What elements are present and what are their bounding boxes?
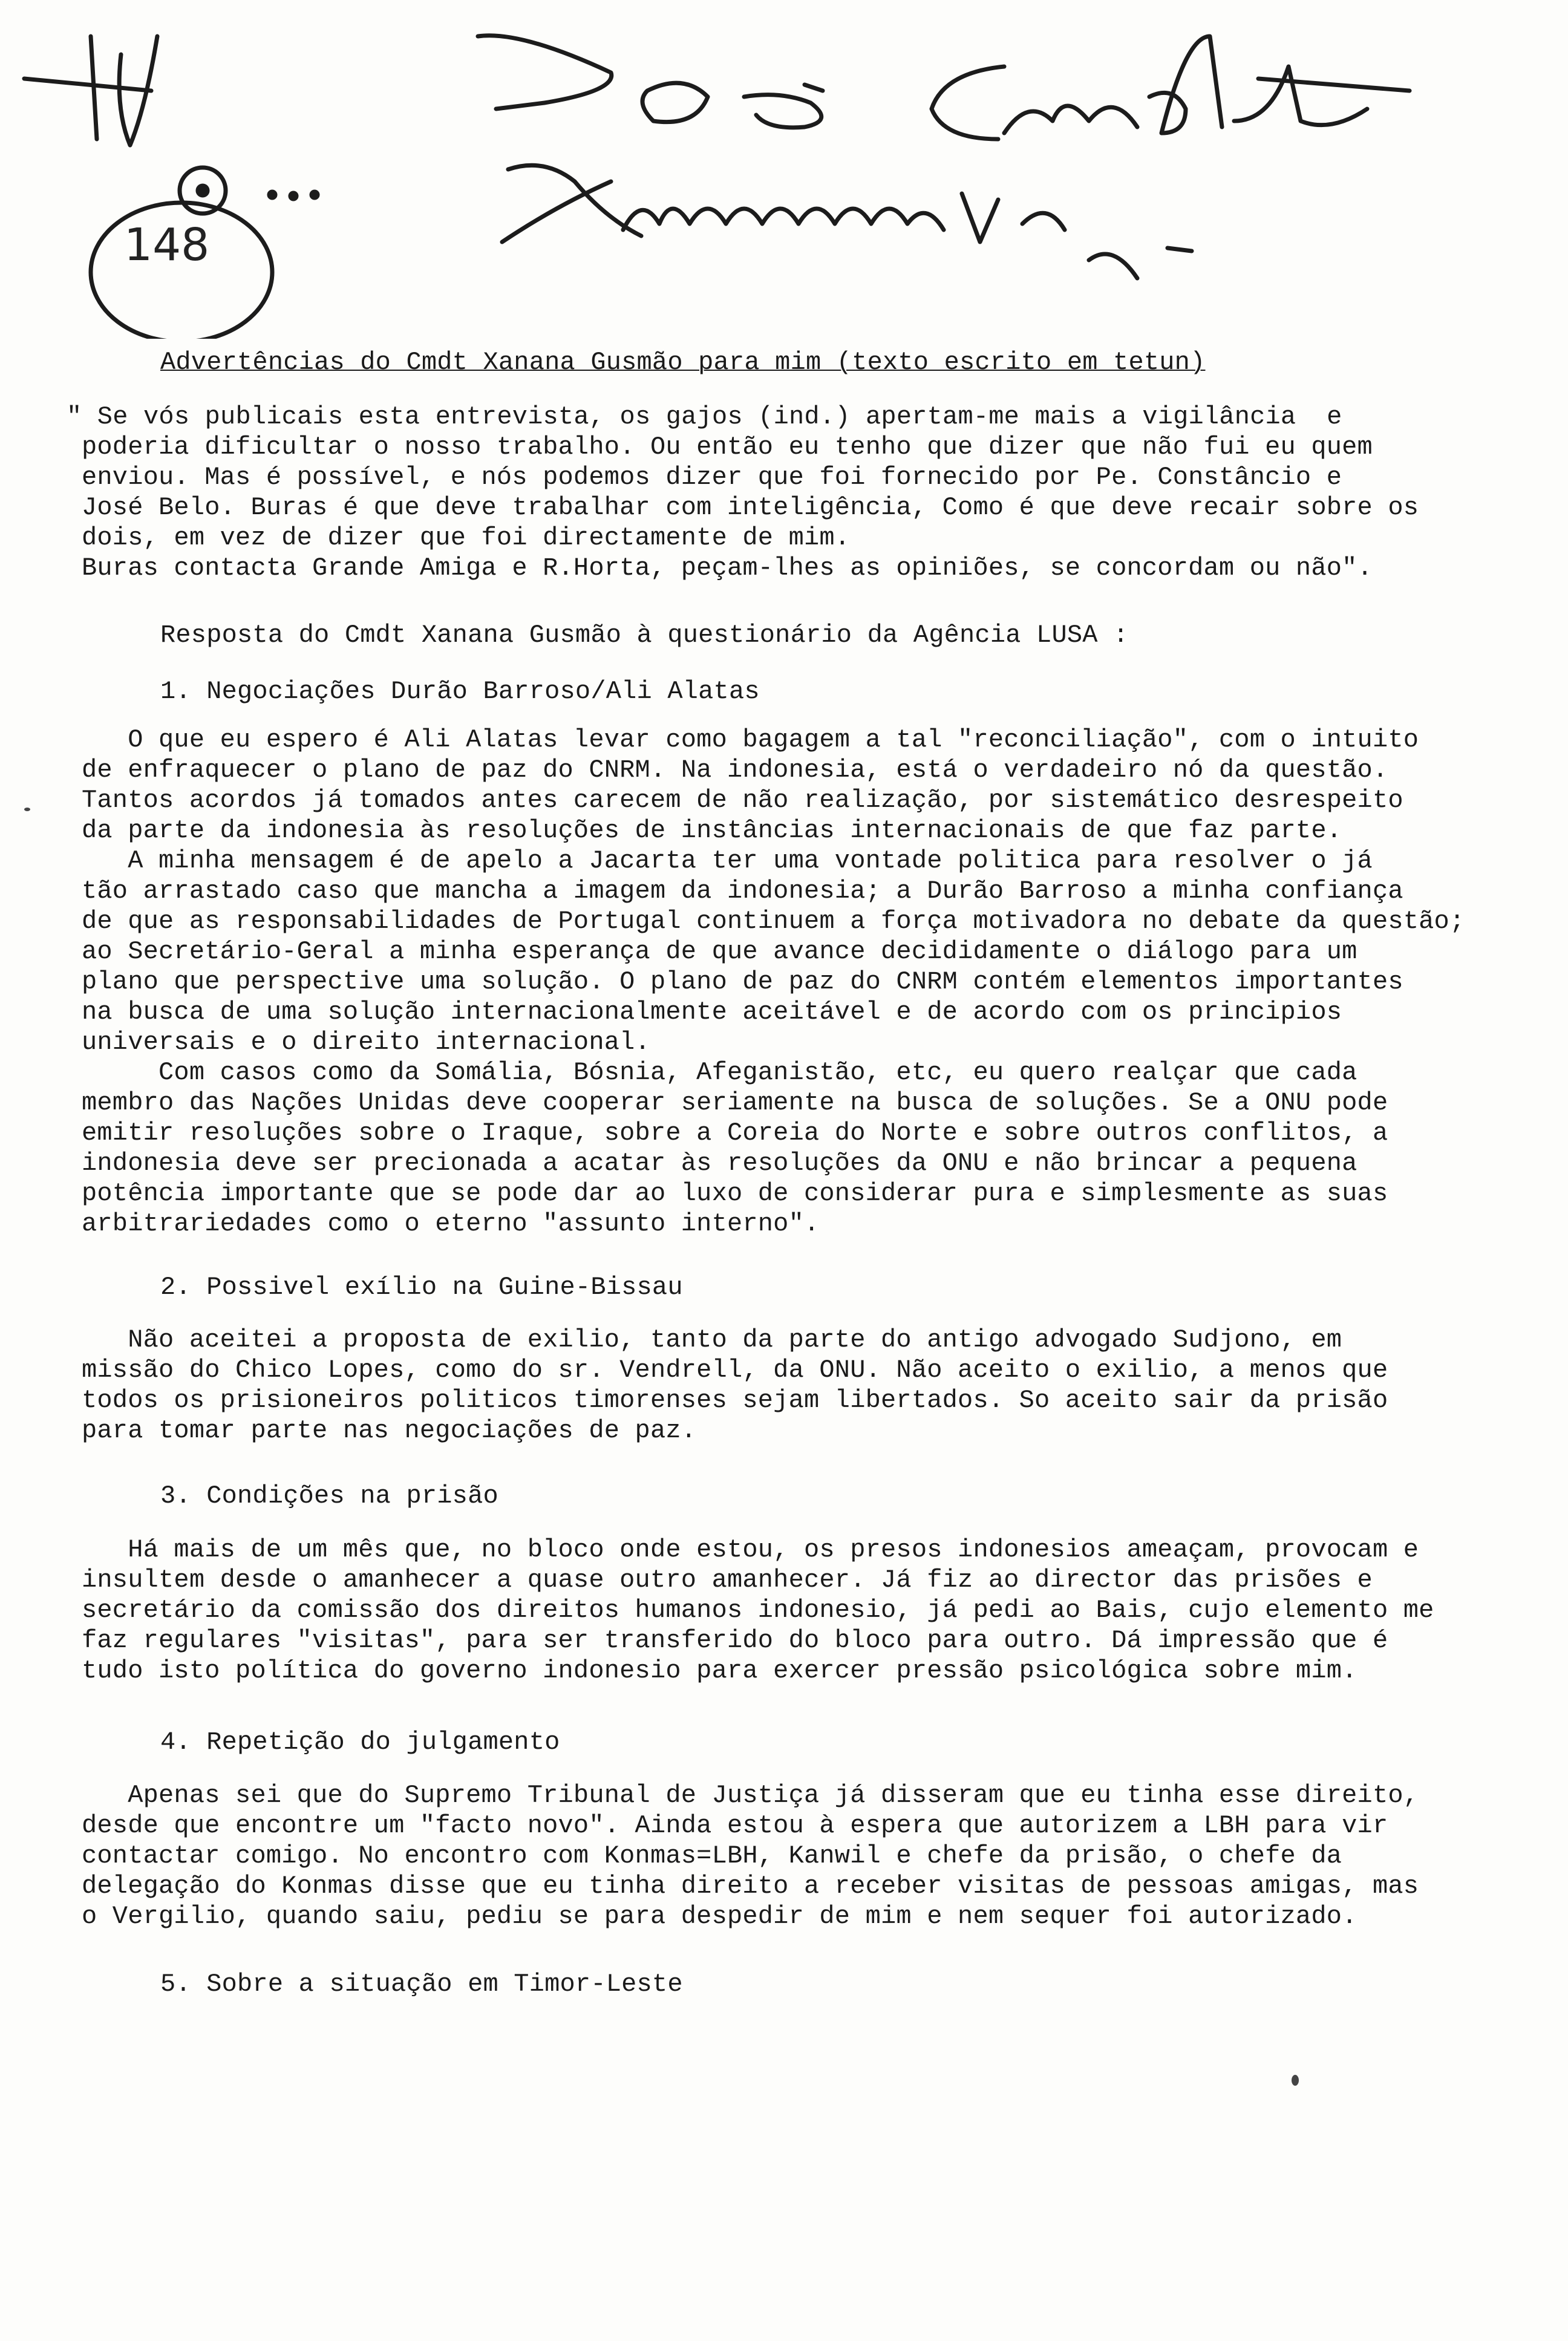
scan-speck bbox=[24, 808, 30, 811]
handwritten-annotation bbox=[0, 0, 1568, 339]
intro-heading: Advertências do Cmdt Xanana Gusmão para mim (texto escrito em tetun) bbox=[160, 348, 1206, 377]
section-heading: 3. Condições na prisão bbox=[160, 1481, 498, 1510]
paragraph-line: arbitrariedades como o eterno "assunto interno". bbox=[82, 1209, 820, 1238]
intro-quote-line: José Belo. Buras é que deve trabalhar com inteligência, Como é que deve recair sobre os bbox=[82, 493, 1419, 522]
paragraph-line: O que eu espero é Ali Alatas levar como bagagem a tal "reconciliação", com o intuito bbox=[82, 725, 1419, 754]
paragraph-line: potência importante que se pode dar ao luxo de considerar pura e simplesmente as suas bbox=[82, 1179, 1388, 1208]
section-heading: 2. Possivel exílio na Guine-Bissau bbox=[160, 1273, 683, 1302]
section-heading: 5. Sobre a situação em Timor-Leste bbox=[160, 1970, 683, 1999]
paragraph-line: insultem desde o amanhecer a quase outro amanhecer. Já fiz ao director das prisões e bbox=[82, 1566, 1373, 1595]
paragraph-line: tão arrastado caso que mancha a imagem da indonesia; a Durão Barroso a minha confiança bbox=[82, 877, 1403, 906]
intro-quote-line: poderia dificultar o nosso trabalho. Ou então eu tenho que dizer que não fui eu quem bbox=[82, 433, 1373, 462]
paragraph-line: membro das Nações Unidas deve cooperar seriamente na busca de soluções. Se a ONU pode bbox=[82, 1088, 1388, 1117]
paragraph-line: todos os prisioneiros politicos timorenses sejam libertados. So aceito sair da prisão bbox=[82, 1386, 1388, 1415]
paragraph-line: faz regulares "visitas", para ser transferido do bloco para outro. Dá impressão que é bbox=[82, 1626, 1388, 1655]
section-heading: 4. Repetição do julgamento bbox=[160, 1728, 560, 1757]
response-heading: Resposta do Cmdt Xanana Gusmão à questionário da Agência LUSA : bbox=[160, 621, 1129, 650]
section-heading: 1. Negociações Durão Barroso/Ali Alatas bbox=[160, 677, 760, 706]
paragraph-line: na busca de uma solução internacionalmente aceitável e de acordo com os principios bbox=[82, 997, 1342, 1027]
paragraph-line: de que as responsabilidades de Portugal continuem a força motivadora no debate da questão; bbox=[82, 907, 1465, 936]
paragraph-line: Há mais de um mês que, no bloco onde estou, os presos indonesios ameaçam, provocam e bbox=[82, 1535, 1419, 1564]
intro-quote-line: Buras contacta Grande Amiga e R.Horta, peçam-lhes as opiniões, se concordam ou não". bbox=[82, 553, 1373, 583]
paragraph-line: delegação do Konmas disse que eu tinha direito a receber visitas de pessoas amigas, mas bbox=[82, 1872, 1419, 1901]
intro-quote-line: dois, em vez de dizer que foi directamente de mim. bbox=[82, 523, 851, 552]
intro-quote-line: " Se vós publicais esta entrevista, os gajos (ind.) apertam-me mais a vigilância e bbox=[67, 402, 1342, 431]
paragraph-line: ao Secretário-Geral a minha esperança de que avance decididamente o diálogo para um bbox=[82, 937, 1357, 966]
paragraph-line: desde que encontre um "facto novo". Ainda estou à espera que autorizem a LBH para vir bbox=[82, 1811, 1388, 1840]
paragraph-line: para tomar parte nas negociações de paz. bbox=[82, 1416, 697, 1445]
paragraph-line: emitir resoluções sobre o Iraque, sobre a Coreia do Norte e sobre outros conflitos, a bbox=[82, 1118, 1388, 1148]
paragraph-line: Não aceitei a proposta de exilio, tanto da parte do antigo advogado Sudjono, em bbox=[82, 1325, 1342, 1354]
paragraph-line: Apenas sei que do Supremo Tribunal de Justiça já disseram que eu tinha esse direito, bbox=[82, 1781, 1419, 1810]
scan-speck bbox=[1292, 2075, 1299, 2086]
paragraph-line: contactar comigo. No encontro com Konmas=LBH, Kanwil e chefe da prisão, o chefe da bbox=[82, 1841, 1342, 1870]
paragraph-line: de enfraquecer o plano de paz do CNRM. Na indonesia, está o verdadeiro nó da questão. bbox=[82, 756, 1388, 785]
paragraph-line: da parte da indonesia às resoluções de instâncias internacionais de que faz parte. bbox=[82, 816, 1342, 845]
paragraph-line: universais e o direito internacional. bbox=[82, 1028, 650, 1057]
intro-quote-line: enviou. Mas é possível, e nós podemos dizer que foi fornecido por Pe. Constâncio e bbox=[82, 463, 1342, 492]
paragraph-line: indonesia deve ser precionada a acatar às resoluções da ONU e não brincar a pequena bbox=[82, 1149, 1357, 1178]
page-number-annotation: 148 bbox=[124, 219, 210, 271]
paragraph-line: secretário da comissão dos direitos humanos indonesio, já pedi ao Bais, cujo elemento me bbox=[82, 1596, 1434, 1625]
paragraph-line: Tantos acordos já tomados antes carecem de não realização, por sistemático desrespeito bbox=[82, 786, 1403, 815]
paragraph-line: missão do Chico Lopes, como do sr. Vendrell, da ONU. Não aceito o exilio, a menos que bbox=[82, 1356, 1388, 1385]
paragraph-line: plano que perspective uma solução. O plano de paz do CNRM contém elementos importantes bbox=[82, 967, 1403, 996]
paragraph-line: tudo isto política do governo indonesio para exercer pressão psicológica sobre mim. bbox=[82, 1656, 1357, 1685]
paragraph-line: A minha mensagem é de apelo a Jacarta ter uma vontade politica para resolver o já bbox=[82, 846, 1373, 875]
paragraph-line: o Vergilio, quando saiu, pediu se para despedir de mim e nem sequer foi autorizado. bbox=[82, 1902, 1357, 1931]
paragraph-line: Com casos como da Somália, Bósnia, Afeganistão, etc, eu quero realçar que cada bbox=[82, 1058, 1357, 1087]
